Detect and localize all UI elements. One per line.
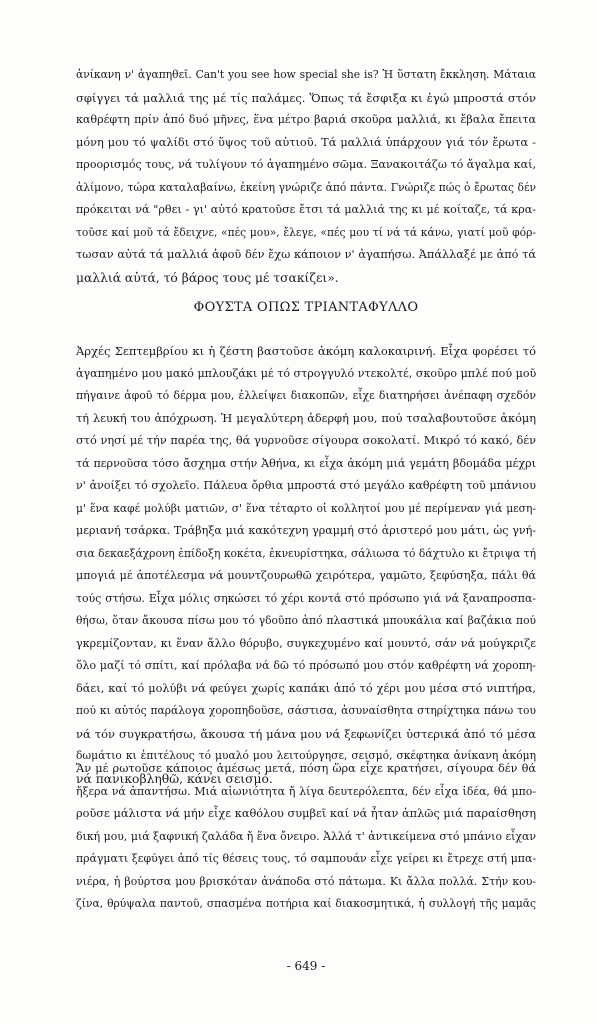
text-line: σφίγγει τά μαλλιά της μέ τίς παλάμες. Ὅπως τά ἔσφιξα κι ἐγώ μπροστά στόν <box>76 90 536 105</box>
text-line: ν' ἀνοίξει τό σχολεῖο. Πάλευα ὄρθια μπροστά στό μεγάλο καθρέφτη τοῦ μπάνιου <box>76 479 536 492</box>
text-line: πράγματι ξεφύγει ἀπό τίς θέσεις τους, τό σαμπουάν εἶχε γείρει κι ἔτρεχε στή μπα- <box>76 852 536 865</box>
text-line: θήσω, ὅταν ἄκουσα πίσω μου τό γδοῦπο ἀπό πλαστικά μπουκάλια καί βαζάκια πού <box>76 614 536 627</box>
text-line: στό νησί μέ τήν παρέα της, θά γυρνοῦσε σίγουρα σοκολατί. Μικρό τό κακό, δέν <box>76 434 536 447</box>
text-line: μαλλιά αὐτά, τό βάρος τους μέ τσακίζει». <box>76 270 339 285</box>
text-line: μεριανή τσάρκα. Τράβηξα μιά κακότεχνη γραμμή στό ἀριστερό μου μάτι, ὡς γνή- <box>76 524 536 537</box>
text-line: ζίνα, θρύψαλα παντοῦ, σπασμένα ποτήρια καί διακοσμητικά, ἡ συλλογή τῆς μαμᾶς <box>76 897 536 910</box>
text-line: τωσαν αὐτά τά μαλλιά ἀφοῦ δέν ἔχω κάποιον ν' ἀγαπήσω. Ἀπάλλαξέ με ἀπό τά <box>76 248 536 261</box>
page-number: - 649 - <box>286 959 326 973</box>
text-line: πρόκειται νά "ρθει - γι' αὐτό κρατοῦσε ἔτσι τά μαλλιά της κι μέ κοίταζε, τά κρα- <box>76 203 536 216</box>
text-line: ροῦσε μάλιστα νά μήν εἶχε καθόλου συμβεῖ καί νά ἦταν ἁπλῶς μιά παραίσθηση <box>76 807 536 820</box>
text-line: πήγαινε ἀφοῦ τό δέρμα μου, ἐλλείψει διακοπῶν, εἶχε διατηρήσει ἀνέπαφη σχεδόν <box>76 389 536 402</box>
text-line: νά πανικοβληθῶ, κάνει σεισμό. <box>76 771 273 786</box>
paragraph <box>76 340 536 790</box>
text-line: ἀγαπημένο μου μακό μπλουζάκι μέ τό στρογγυλό ντεκολτέ, σκοῦρο μπλέ πού μοῦ <box>76 366 537 380</box>
text-line: μ' ἕνα καφέ μολύβι ματιῶν, σ' ἕνα τέταρτο οἱ κολλητοί μου μέ περίμεναν γιά μεση- <box>76 501 536 515</box>
text-line: τούς στήσω. Εἶχα μόλις σηκώσει τό χέρι κοντά στό πρόσωπο γιά νά ξαναπροσπα- <box>76 591 536 605</box>
text-line: ὅλο μαζί τό σπίτι, καί πρόλαβα νά δῶ τό πρόσωπό μου στόν καθρέφτη νά χοροπη- <box>76 659 536 672</box>
text-line: σια δεκαεξάχρονη ἐπίδοξη κοκέτα, ἐκνευρίστηκα, σάλιωσα τό δάχτυλο κι ἔτριψα τή <box>76 546 536 560</box>
text-line: ἀνίκανη ν' ἀγαπηθεῖ. Can't you see how special she is? Ἡ ὕστατη ἔκκληση. Μάταια <box>76 68 536 81</box>
text-line: πού κι αὐτός παράλογα χοροπηδοῦσε, σάστισα, ἀσυναίσθητα στηρίχτηκα πάνω του <box>76 704 536 717</box>
text-line: τοῦσε καί μοῦ τά ἔδειχνε, «πές μου», ἔλεγε, «πές μου τί νά τά κάνω, γιατί μοῦ φόρ- <box>76 225 536 239</box>
text-line: νά τόν συγκρατήσω, ἄκουσα τή μάνα μου νά ξεφωνίζει ὑστερικά ἀπό τό μέσα <box>76 726 536 741</box>
intro-paragraph <box>76 64 536 289</box>
text-line: δική μου, μιά ξαφνική ζαλάδα ἤ ἕνα ὄνειρο. Ἀλλά τ' ἀντικείμενα στό μπάνιο εἶχαν <box>76 829 536 843</box>
text-line: γκρεμίζονταν, κι ἕναν ἄλλο θόρυβο, συγκεχυμένο καί μουντό, σάν νά μούγκριζε <box>76 636 536 650</box>
text-line: μπογιά μέ ἀποτέλεσμα νά μουντζουρωθῶ χειρότερα, γαμῶτο, ξεφύσηξα, πάλι θά <box>76 569 536 582</box>
text-line: Ἄν μέ ρωτοῦσε κάποιος ἀμέσως μετά, πόση ὥρα εἶχε κρατήσει, σίγουρα δέν θά <box>76 762 536 775</box>
text-line: νιέρα, ἡ βούρτσα μου βρισκόταν ἀνάποδα στό πάτωμα. Κι ἄλλα πολλά. Στήν κου- <box>76 874 536 888</box>
text-line: μόνη μου τό ψαλίδι στό ὕψος τοῦ αὐτιοῦ. Τά μαλλιά ὑπάρχουν γιά τόν ἔρωτα - <box>76 135 536 149</box>
text-line: δάει, καί τό μολύβι νά φεύγει χωρίς καπάκι ἀπό τό χέρι μου μέσα στό νιπτήρα, <box>76 681 536 695</box>
paragraph <box>76 758 536 916</box>
text-line: ἀλίμονο, τώρα καταλαβαίνω, ἐκείνη γνώριζε ἀπό πάντα. Γνώριζε πώς ὁ ἔρωτας δέν <box>76 180 536 194</box>
text-line: δωμάτιο κι ἐπιτέλους τό μυαλό μου λειτούργησε, σεισμό, σκέφτηκα ἀνίκανη ἀκόμη <box>76 749 536 762</box>
section-heading: ΦΟΥΣΤΑ ΟΠΩΣ ΤΡΙΑΝΤΑΦΥΛΛΟ <box>193 300 419 315</box>
text-line: Ἀρχές Σεπτεμβρίου κι ἡ ζέστη βαστοῦσε ἀκόμη καλοκαιρινή. Εἶχα φορέσει τό <box>76 344 536 358</box>
text-line: ἤξερα νά ἀπαντήσω. Μιά αἰωνιότητα ἤ λίγα δευτερόλεπτα, δέν εἶχα ἰδέα, θά μπο- <box>76 784 536 798</box>
text-line: προορισμός τους, νά τυλίγουν τό ἀγαπημένο σῶμα. Ξανακοιτάζω τό ἄγαλμα καί, <box>76 158 536 171</box>
text-line: τά περνοῦσα τόσο ἄσχημα στήν Ἀθήνα, κι εἶχα ἀκόμη μιά γεμάτη βδομάδα μέχρι <box>76 456 536 470</box>
text-line: τή λευκή του ἀπόχρωση. Ἡ μεγαλύτερη ἀδερφή μου, πού τσαλαβουτοῦσε ἀκόμη <box>76 411 536 425</box>
text-line: καθρέφτη πρίν ἀπό δυό μῆνες, ἕνα μέτρο βαριά σκοῦρα μαλλιά, κι ἔβαλα ἔπειτα <box>76 113 536 126</box>
